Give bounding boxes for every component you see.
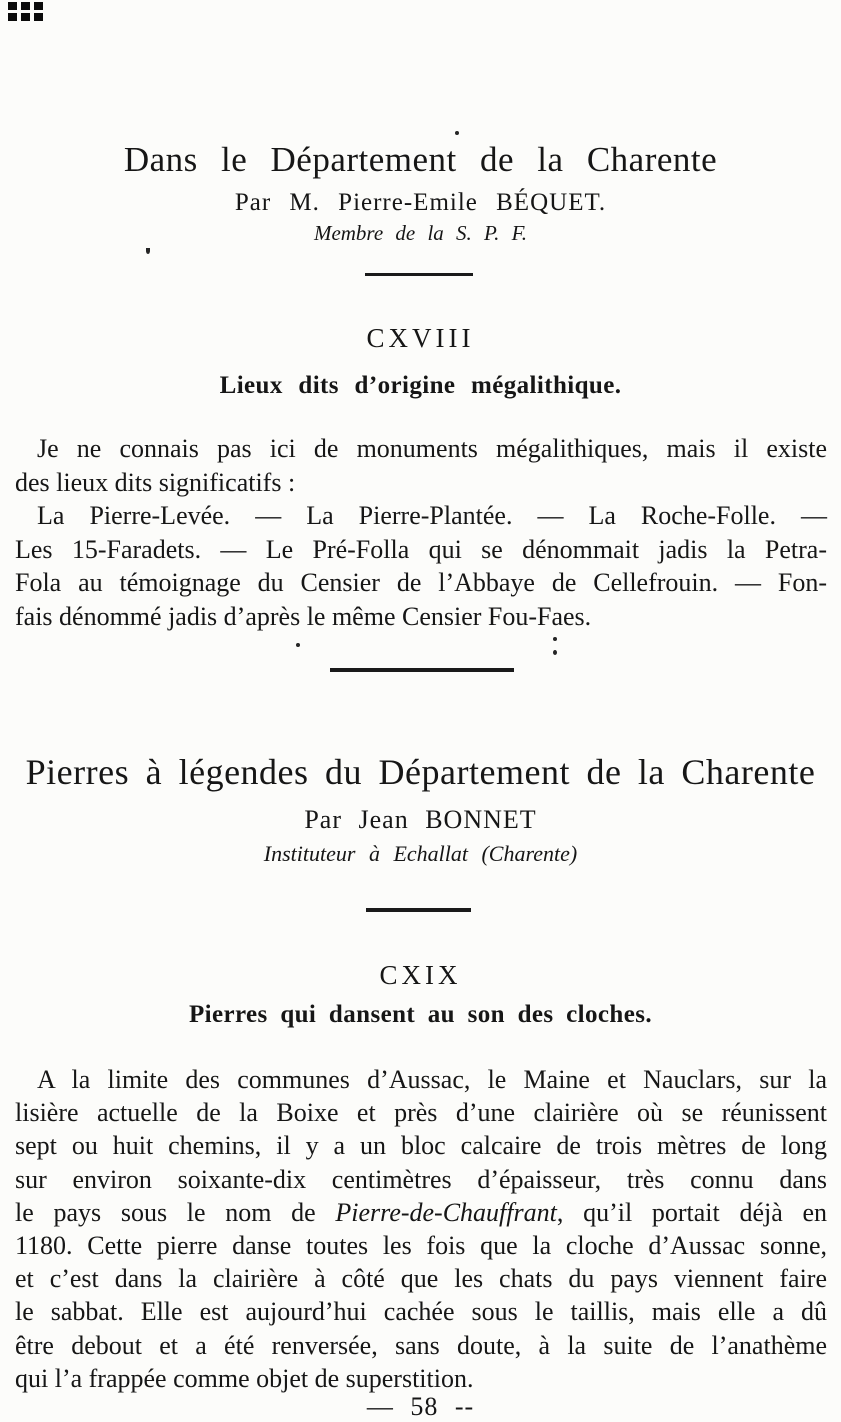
ink-square bbox=[21, 2, 30, 10]
paragraph bbox=[15, 1063, 827, 1395]
paragraph bbox=[15, 432, 827, 499]
divider-rule bbox=[365, 273, 473, 276]
italic-term: Pierre-de-Chauffrant bbox=[335, 1197, 557, 1227]
article2-section-number: CXIX bbox=[379, 960, 462, 990]
text-line: A la limite des communes d’Aussac, le Maine et Nauclars, sur la bbox=[37, 1065, 827, 1094]
ink-square bbox=[34, 2, 43, 10]
text-line: des lieux dits significatifs : bbox=[15, 467, 296, 497]
article1-section-heading: Lieux dits d’origine mégalithique. bbox=[219, 372, 622, 399]
ink-square bbox=[8, 2, 17, 10]
text-line: qui l’a frappée comme objet de superstition. bbox=[15, 1363, 474, 1393]
ink-square bbox=[34, 13, 43, 21]
text-line: La Pierre-Levée. — La Pierre-Plantée. — La Roche-Folle. — bbox=[37, 501, 827, 530]
ink-square bbox=[21, 13, 30, 21]
text-line: sept ou huit chemins, il y a un bloc calcaire de trois mètres de long bbox=[15, 1131, 827, 1161]
divider-rule bbox=[330, 668, 514, 672]
article2-section-heading: Pierres qui dansent au son des cloches. bbox=[189, 1001, 652, 1028]
article2-byline: Par Jean BONNET bbox=[304, 805, 537, 834]
article2-body bbox=[15, 1063, 827, 1395]
text-line: être debout et a été renversée, sans doute, à la suite de l’anathème bbox=[15, 1330, 827, 1360]
page-number: — 58 -- bbox=[366, 1392, 475, 1421]
text-line: le sabbat. Elle est aujourd’hui cachée sous le taillis, mais elle a dû bbox=[15, 1297, 827, 1327]
article1-body bbox=[15, 432, 827, 633]
paragraph bbox=[15, 499, 827, 633]
text-line: sur environ soixante-dix centimètres d’épaisseur, très connu dans bbox=[15, 1164, 827, 1194]
article1-section-number: CXVIII bbox=[366, 323, 475, 353]
text-line: Fola au témoignage du Censier de l’Abbaye de Cellefrouin. — Fon- bbox=[15, 568, 827, 597]
ink-speck bbox=[553, 650, 557, 655]
article2-title: Pierres à légendes du Département de la Charente bbox=[25, 752, 816, 792]
text-line: fais dénommé jadis d’après le même Censier Fou-Faes. bbox=[15, 601, 592, 631]
text-line: Je ne connais pas ici de monuments mégalithiques, mais il existe bbox=[37, 434, 827, 463]
text-line: 1180. Cette pierre danse toutes les fois que la cloche d’Aussac sonne, bbox=[15, 1231, 827, 1261]
ink-speck bbox=[553, 637, 557, 641]
ink-speck bbox=[455, 131, 459, 135]
ink-speck bbox=[296, 643, 300, 647]
text-line: lisière actuelle de la Boixe et près d’une clairière où se réunissent bbox=[15, 1098, 827, 1128]
article1-byline: Par M. Pierre-Emile BÉQUET. bbox=[234, 189, 607, 216]
article1-title: Dans le Département de la Charente bbox=[123, 140, 718, 179]
article2-affiliation: Instituteur à Echallat (Charente) bbox=[263, 841, 578, 866]
print-registration-marks bbox=[8, 2, 43, 21]
text-line: Les 15-Faradets. — Le Pré-Folla qui se dénommait jadis la Petra- bbox=[15, 534, 827, 564]
text-line: et c’est dans la clairière à côté que les chats du pays viennent faire bbox=[15, 1264, 827, 1294]
text-line: le pays sous le nom de Pierre-de-Chauffrant, qu’il portait déjà en bbox=[15, 1197, 827, 1227]
ink-speck bbox=[146, 248, 150, 254]
divider-rule bbox=[366, 908, 471, 912]
article1-affiliation: Membre de la S. P. F. bbox=[313, 221, 528, 245]
ink-square bbox=[8, 13, 17, 21]
